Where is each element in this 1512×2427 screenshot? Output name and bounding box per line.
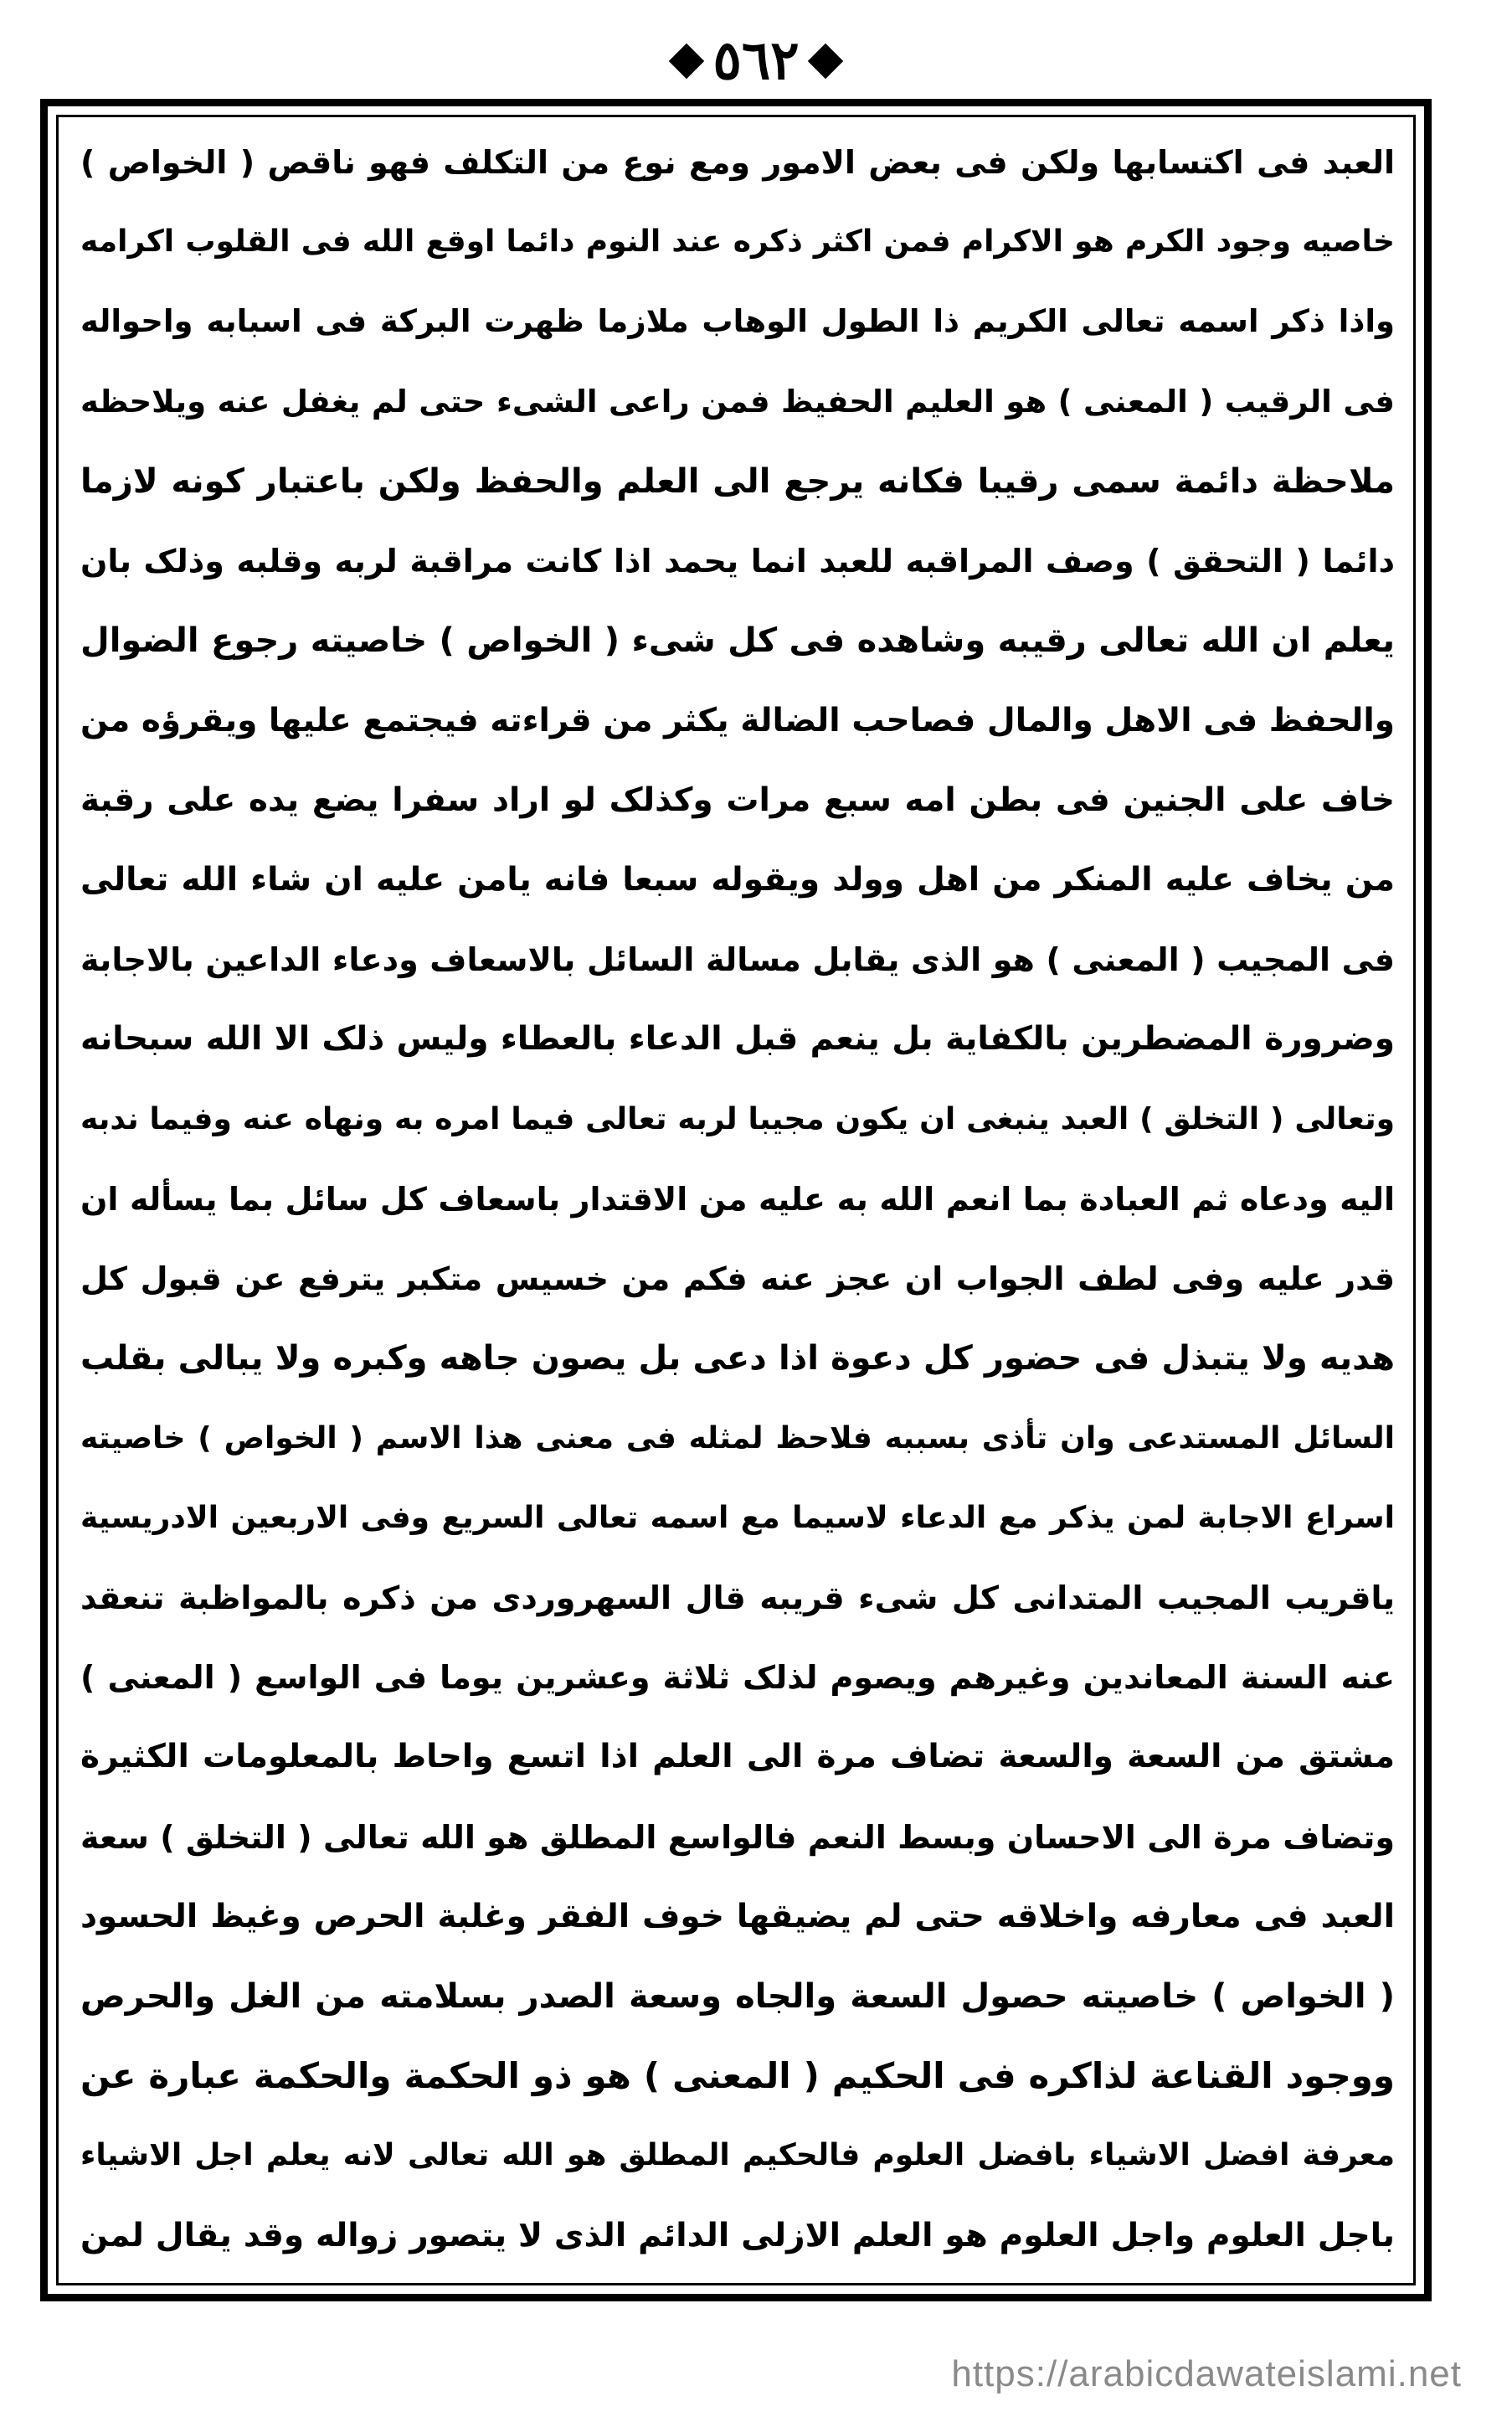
text-line: وضرورة المضطرین بالکفایة بل ینعم قبل الدعاء بالعطاء ولیس ذلک الا الله سبحانه: [80, 1020, 1395, 1059]
text-line: قدر علیه وفی لطف الجواب ان عجز عنه فکم من خسیس متکبر یترفع عن قبول کل: [80, 1260, 1395, 1298]
diamond-ornament-icon: [669, 44, 704, 79]
diamond-ornament-icon: [807, 44, 842, 79]
text-line: السائل المستدعی وان تأذى بسببه فلاحظ لمثله فی معنى هذا الاسم ( الخواص ) خاصیته: [80, 1420, 1395, 1456]
text-line: معرفة افضل الاشیاء بافضل العلوم فالحکیم المطلق هو الله تعالى لانه یعلم اجل الاشیاء: [80, 2138, 1395, 2173]
watermark-url: https://arabicdawateislami.net: [951, 2353, 1462, 2394]
page-number: ٥٦٢: [712, 29, 800, 92]
text-line: خاف على الجنین فی بطن امه سبع مرات وکذلک لو اراد سفرا یضع یده على رقبة: [80, 781, 1395, 819]
text-line: العبد فی اکتسابها ولکن فی بعض الامور ومع نوع من التکلف فهو ناقص ( الخواص ): [80, 144, 1395, 181]
text-line: وتعالى ( التخلق ) العبد ینبغی ان یکون مجیبا لربه تعالى فیما امره به ونهاه عنه وفیما ندبه: [80, 1101, 1395, 1136]
text-line: فی الرقیب ( المعنى ) هو العلیم الحفیظ فمن راعی الشیء حتى لم یغفل عنه ویلاحظه: [80, 383, 1395, 420]
text-line: مشتق من السعة والسعة تضاف مرة الى العلم اذا اتسع واحاط بالمعلومات الکثیرة: [80, 1738, 1395, 1776]
text-line: ( الخواص ) خاصیته حصول السعة والجاه وسعة الصدر بسلامته من الغل والحرص: [80, 1977, 1395, 2017]
text-line: یعلم ان الله تعالى رقیبه وشاهده فی کل شیء ( الخواص ) خاصیته رجوع الضوال: [80, 621, 1395, 661]
text-line: عنه السنة المعاندین وغیرهم ویصوم لذلک ثلاثة وعشرین یوما فی الواسع ( المعنى ): [80, 1659, 1395, 1697]
text-line: واذا ذکر اسمه تعالى الکریم ذا الطول الوهاب ملازما ظهرت البرکة فی اسبابه واحواله: [80, 303, 1395, 340]
text-line: ملاحظة دائمة سمی رقیبا فکانه یرجع الى العلم والحفظ ولکن باعتبار کونه لازما: [80, 461, 1395, 501]
text-line: فی المجیب ( المعنى ) هو الذی یقابل مسالة السائل بالاسعاف ودعاء الداعین بالاجابة: [80, 941, 1395, 979]
text-line: باجل العلوم واجل العلوم هو العلم الازلی الدائم الذی لا یتصور زواله وقد یقال لمن: [80, 2216, 1395, 2254]
text-line: الیه ودعاه ثم العبادة بما انعم الله به علیه من الاقتدار باسعاف کل سائل بما یسأله ان: [80, 1180, 1395, 1218]
text-line: ووجود القناعة لذاکره فی الحکیم ( المعنى ) هو ذو الحکمة والحکمة عبارة عن: [80, 2055, 1395, 2097]
text-line: والحفظ فی الاهل والمال فصاحب الضالة یکثر من قراءته فیجتمع علیها ویقرؤه من: [80, 701, 1395, 739]
text-line: اسراع الاجابة لمن یذکر مع الدعاء لاسیما مع اسمه تعالى السریع وفی الاربعین الادریسیة: [80, 1500, 1395, 1535]
text-line: دائما ( التحقق ) وصف المراقبه للعبد انما یحمد اذا کانت مراقبة لربه وقلبه وذلک بان: [80, 543, 1395, 580]
text-line: هدیه ولا یتبذل فی حضور کل دعوة اذا دعی بل یصون جاهه وکبره ولا یبالی بقلب: [80, 1339, 1395, 1378]
text-line: وتضاف مرة الى الاحسان وبسط النعم فالواسع المطلق هو الله تعالى ( التخلق ) سعة: [80, 1818, 1395, 1856]
text-line: یاقریب المجیب المتدانی کل شیء قریبه قال السهروردی من ذکره بالمواظبة تنعقد: [80, 1579, 1395, 1616]
text-line: العبد فی معارفه واخلاقه حتى لم یضیقها خوف الفقر وغلبة الحرص وغیظ الحسود: [80, 1897, 1395, 1935]
text-line: خاصیه وجود الکرم هو الاکرام فمن اکثر ذکره عند النوم دائما اوقع الله فی القلوب اکرامه: [80, 224, 1395, 260]
text-body: [80, 127, 1395, 2271]
text-line: من یخاف علیه المنکر من اهل وولد ویقوله سبعا فانه یامن علیه ان شاء الله تعالى: [80, 860, 1395, 899]
